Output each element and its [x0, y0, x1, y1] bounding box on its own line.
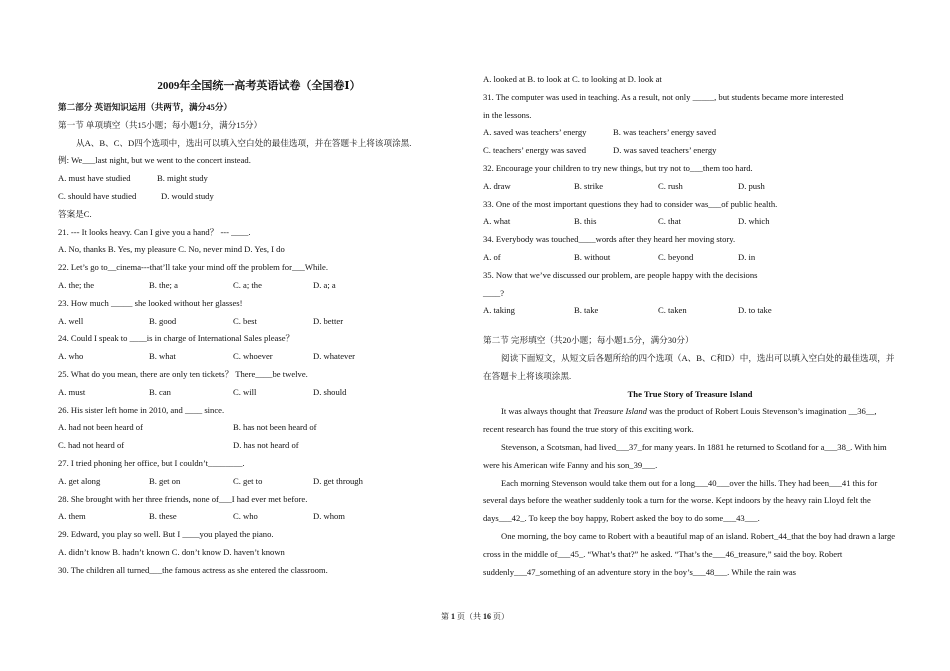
story-paragraph: One morning, the boy came to Robert with a beautiful map of an island. Robert_44_that the boy had drawn a large cross in the middle of___45_. “What’s that?” he asked. “That’s the___46_treasure,” said the boy. Robert suddenly___47_something of an adventure story in the boy’s___48___. While the rain was: [483, 530, 896, 577]
option: C. beyond: [658, 251, 694, 262]
option: A. taking: [483, 305, 515, 316]
question-stem: in the lessons.: [483, 109, 532, 120]
option: B. can: [149, 386, 171, 397]
question-stem: 22. Let’s go to__cinema---that’ll take your mind off the problem for___While.: [58, 262, 328, 273]
question-options-row: [58, 277, 460, 295]
question-list: [58, 224, 460, 580]
option: B. has not been heard of: [233, 422, 317, 433]
question-options-row: [58, 437, 460, 455]
option: B. get on: [149, 475, 181, 486]
right-column: [483, 71, 897, 581]
question-options-row: [58, 313, 460, 331]
question-stem: 24. Could I speak to ____is in charge of International Sales please？: [58, 333, 295, 344]
option: D. has not heard of: [233, 440, 299, 451]
option: C. who: [233, 511, 258, 522]
question-stem: 34. Everybody was touched____words after they heard her moving story.: [483, 234, 736, 245]
question-options-row: [483, 213, 897, 231]
option: A. must have studied: [58, 173, 131, 184]
option: A. draw: [483, 180, 511, 191]
example-answer: 答案是C.: [58, 208, 92, 219]
page-footer: 第 1 页（共 16 页）: [441, 612, 509, 621]
section-instructions: 从A、B、C、D四个选项中，选出可以填入空白处的最佳选项，并在答题卡上将该项涂黑.: [76, 137, 412, 148]
example-stem: 例: We___last night, but we went to the concert instead.: [58, 155, 251, 166]
question-options: A. No, thanks B. Yes, my pleasure C. No, never mind D. Yes, I do: [58, 244, 285, 255]
option: D. in: [738, 251, 756, 262]
question-stem: 21. --- It looks heavy. Can I give you a hand？ --- ____.: [58, 226, 251, 237]
question-stem: 26. His sister left home in 2010, and ____ since.: [58, 404, 225, 415]
option: A. get along: [58, 475, 101, 486]
question-list: [483, 89, 897, 320]
question-options: A. didn’t know B. hadn’t known C. don’t know D. haven’t known: [58, 546, 285, 557]
option: C. had not heard of: [58, 440, 125, 451]
page-number: 1: [451, 612, 455, 621]
option: A. of: [483, 251, 501, 262]
question-stem: 29. Edward, you play so well. But I ____you played the piano.: [58, 529, 274, 540]
section-instructions: 阅读下面短文，从短文后各题所给的四个选项（A、B、C和D）中，选出可以填入空白处的最佳选项，并在答题卡上将该项涂黑.: [483, 352, 895, 381]
option: D. push: [738, 180, 765, 191]
option: C. best: [233, 315, 257, 326]
option: A. saved was teachers’ energy: [483, 127, 587, 138]
option: D. to take: [738, 305, 772, 316]
story-paragraph: Each morning Stevenson would take them out for a long___40___over the hills. They had been___41 this for several days before the weather suddenly took a turn for the worse. Kept indoors by the heavy rain Lloyd felt the days___42_. To keep the boy happy, Robert asked the boy to do some___43___.: [483, 477, 878, 524]
example-options-row: [58, 170, 460, 188]
question-stem: 27. I tried phoning her office, but I couldn’t________.: [58, 457, 245, 468]
page-total: 16: [483, 612, 491, 621]
option: A. well: [58, 315, 84, 326]
section-heading: 第二节 完形填空（共20小题；每小题1.5分，满分30分）: [483, 335, 694, 346]
option: C. whoever: [233, 351, 273, 362]
question-stem: 31. The computer was used in teaching. As a result, not only _____, but students became more interested: [483, 91, 844, 102]
question-options-row: [58, 419, 460, 437]
question-options-row: [483, 142, 897, 160]
question-options-row: [483, 178, 897, 196]
option: A. must: [58, 386, 86, 397]
option: D. whatever: [313, 351, 355, 362]
question-stem: ____?: [483, 287, 505, 298]
story-paragraph: It was always thought that Treasure Island was the product of Robert Louis Stevenson’s imagination __36__, recent research has found the true story of this exciting work.: [483, 406, 877, 435]
option: A. who: [58, 351, 84, 362]
option: C. teachers’ energy was saved: [483, 145, 587, 156]
option: A. them: [58, 511, 86, 522]
question-options-row: [483, 249, 897, 267]
example-options-row: [58, 188, 460, 206]
section-heading: 第一节 单项填空（共15小题；每小题1分，满分15分）: [58, 119, 263, 130]
question-options-row: [58, 473, 460, 491]
option: D. better: [313, 315, 344, 326]
question-stem: 28. She brought with her three friends, none of___I had ever met before.: [58, 493, 308, 504]
option: B. the; a: [149, 279, 178, 290]
question-options-row: [58, 348, 460, 366]
option: C. get to: [233, 475, 263, 486]
question-stem: 32. Encourage your children to try new things, but try not to___them too hard.: [483, 162, 753, 173]
option: B. might study: [157, 173, 208, 184]
option: A. what: [483, 216, 511, 227]
option: C. should have studied: [58, 190, 137, 201]
exam-title: 2009年全国统一高考英语试卷（全国卷Ⅰ）: [157, 80, 361, 92]
question-options-row: [58, 508, 460, 526]
question-stem: 25. What do you mean, there are only ten tickets？ There____be twelve.: [58, 368, 308, 379]
option: B. was teachers’ energy saved: [613, 127, 717, 138]
option: D. a; a: [313, 279, 336, 290]
option: C. taken: [658, 305, 687, 316]
option: D. would study: [161, 190, 214, 201]
left-column: [58, 70, 460, 580]
question-stem: 33. One of the most important questions they had to consider was___of public health.: [483, 198, 778, 209]
question-options-row: [483, 124, 897, 142]
option: D. get through: [313, 475, 363, 486]
question-options-row: [58, 384, 460, 402]
question-stem: 30. The children all turned___the famous actress as she entered the classroom.: [58, 564, 328, 575]
option: D. was saved teachers’ energy: [613, 145, 717, 156]
option: D. which: [738, 216, 770, 227]
book-title: Treasure Island: [593, 406, 647, 417]
option: C. that: [658, 216, 681, 227]
story-title: The True Story of Treasure Island: [627, 388, 753, 399]
question-options: A. looked at B. to look at C. to looking at D. look at: [483, 74, 662, 84]
option: B. this: [574, 216, 597, 227]
story-paragraph: Stevenson, a Scotsman, had lived___37_for many years. In 1881 he returned to Scotland for a___38_. With him were his American wife Fanny and his son_39___.: [483, 441, 887, 470]
option: C. rush: [658, 180, 683, 191]
option: B. take: [574, 305, 599, 316]
option: C. a; the: [233, 279, 262, 290]
question-stem: 23. How much _____ she looked without her glasses!: [58, 297, 243, 308]
option: D. should: [313, 386, 347, 397]
question-options-row: [483, 302, 897, 320]
option: A. had not been heard of: [58, 422, 143, 433]
option: A. the; the: [58, 279, 95, 290]
option: D. whom: [313, 511, 345, 522]
option: C. will: [233, 386, 257, 397]
option: B. strike: [574, 180, 604, 191]
part-heading: 第二部分 英语知识运用（共两节，满分45分）: [58, 102, 233, 112]
option: B. without: [574, 251, 611, 262]
option: B. good: [149, 315, 177, 326]
option: B. these: [149, 511, 177, 522]
question-stem: 35. Now that we’ve discussed our problem, are people happy with the decisions: [483, 269, 758, 280]
option: B. what: [149, 351, 176, 362]
